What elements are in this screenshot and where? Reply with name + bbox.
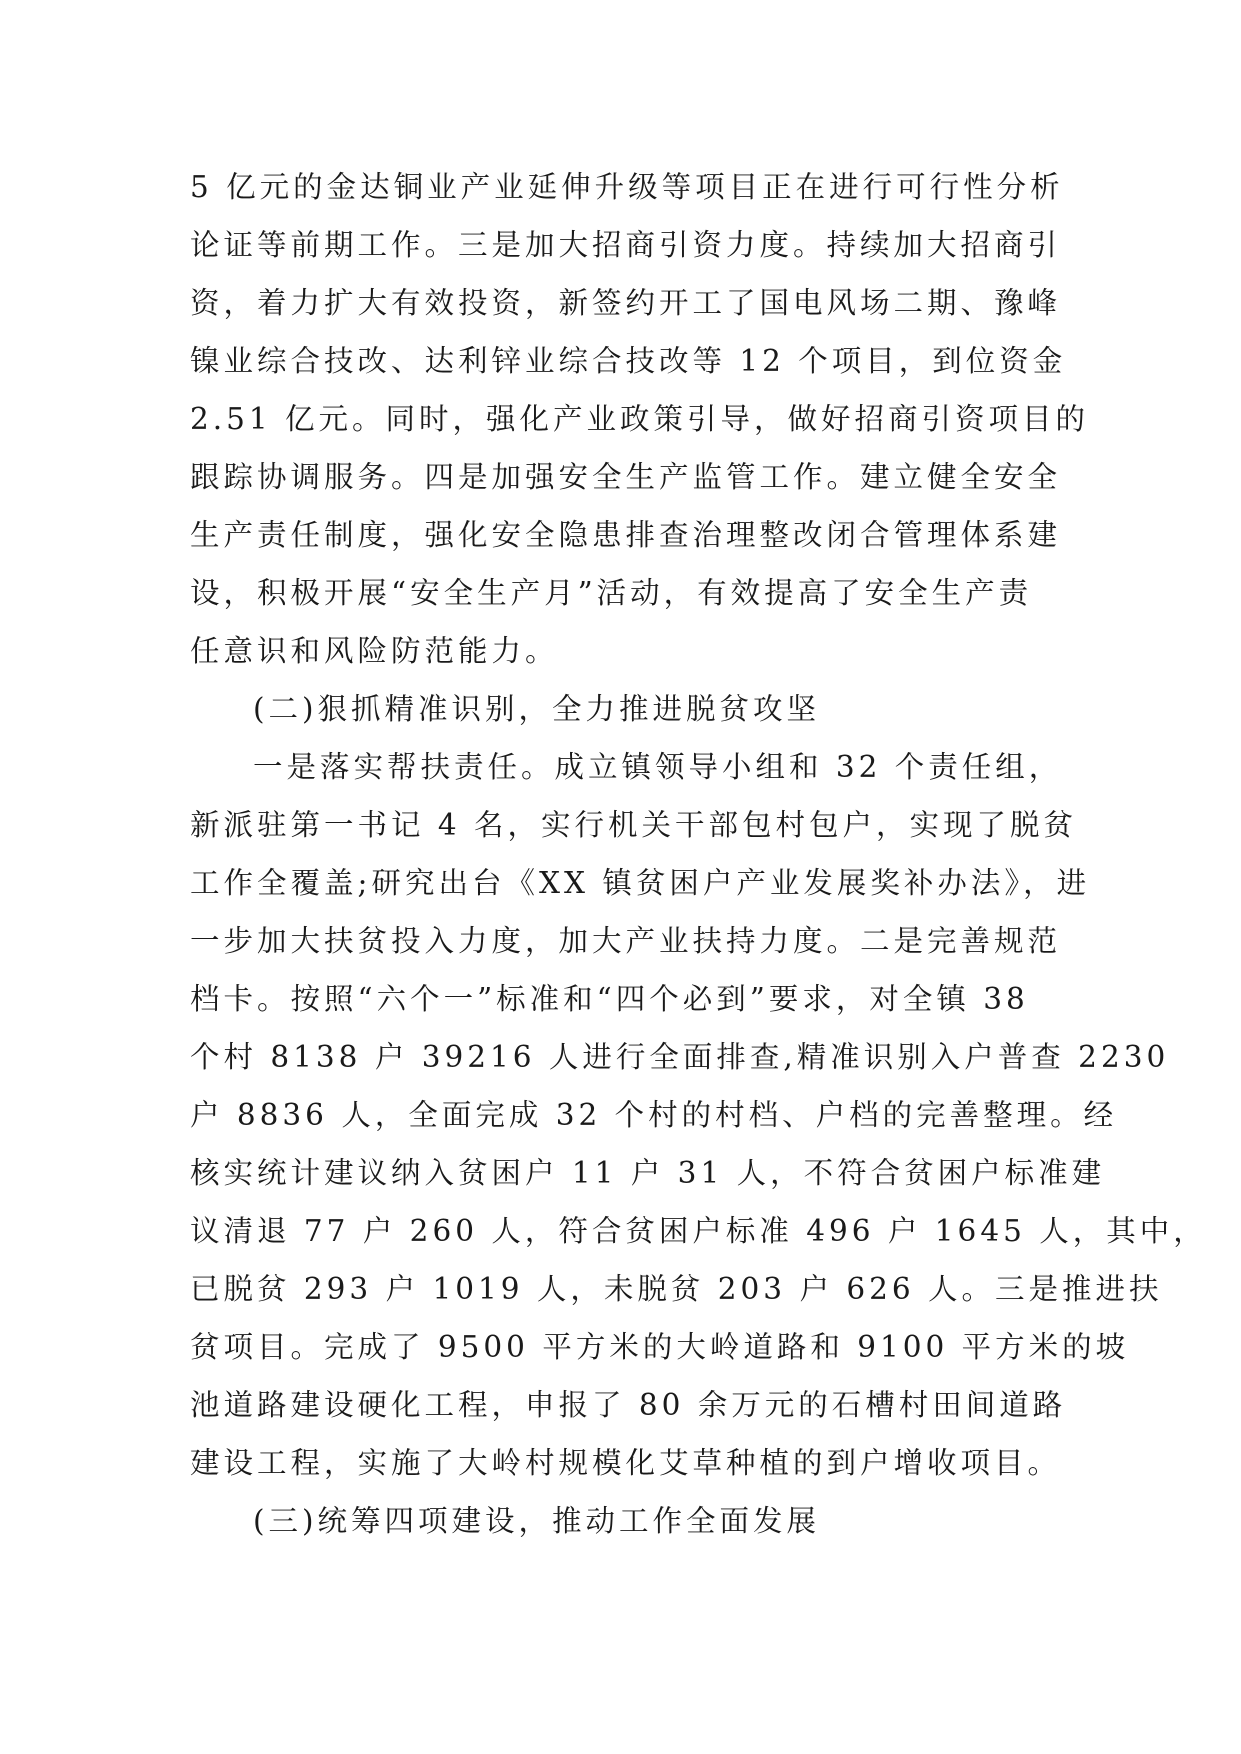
paragraph-line: 资，着力扩大有效投资，新签约开工了国电风场二期、豫峰 xyxy=(190,286,1062,320)
paragraph-line: 镍业综合技改、达利锌业综合技改等 12 个项目，到位资金 xyxy=(190,344,1067,378)
paragraph-line: 一步加大扶贫投入力度，加大产业扶持力度。二是完善规范 xyxy=(190,924,1062,958)
paragraph-line: 个村 8138 户 39216 人进行全面排查,精准识别入户普查 2230 xyxy=(190,1040,1170,1074)
paragraph-line: 任意识和风险防范能力。 xyxy=(190,634,559,668)
paragraph-line: 档卡。按照“六个一”标准和“四个必到”要求，对全镇 38 xyxy=(190,982,1029,1016)
paragraph-line: 池道路建设硬化工程，申报了 80 余万元的石槽村田间道路 xyxy=(190,1388,1067,1422)
paragraph-line: 建设工程，实施了大岭村规模化艾草种植的到户增收项目。 xyxy=(190,1446,1062,1480)
paragraph-line: 论证等前期工作。三是加大招商引资力度。持续加大招商引 xyxy=(190,228,1062,262)
paragraph-line: 已脱贫 293 户 1019 人，未脱贫 203 户 626 人。三是推进扶 xyxy=(190,1272,1163,1306)
paragraph-line: 5 亿元的金达铜业产业延伸升级等项目正在进行可行性分析 xyxy=(190,170,1064,204)
document-body xyxy=(190,158,1207,1550)
paragraph-line: 新派驻第一书记 4 名，实行机关干部包村包户，实现了脱贫 xyxy=(190,808,1078,842)
paragraph-line: 贫项目。完成了 9500 平方米的大岭道路和 9100 平方米的坡 xyxy=(190,1330,1130,1364)
paragraph-heading-line: (三)统筹四项建设，推动工作全面发展 xyxy=(253,1504,821,1538)
paragraph-line: 跟踪协调服务。四是加强安全生产监管工作。建立健全安全 xyxy=(190,460,1062,494)
paragraph-heading-line: 一是落实帮扶责任。成立镇领导小组和 32 个责任组， xyxy=(253,750,1063,784)
paragraph-line: 2.51 亿元。同时，强化产业政策引导，做好招商引资项目的 xyxy=(190,402,1090,436)
paragraph-line: 议清退 77 户 260 人，符合贫困户标准 496 户 1645 人，其中， xyxy=(190,1214,1207,1248)
paragraph-line: 生产责任制度，强化安全隐患排查治理整改闭合管理体系建 xyxy=(190,518,1062,552)
paragraph-line: 户 8836 人，全面完成 32 个村的村档、户档的完善整理。经 xyxy=(190,1098,1118,1132)
paragraph-line: 核实统计建议纳入贫困户 11 户 31 人，不符合贫困户标准建 xyxy=(190,1156,1106,1190)
paragraph-line: 设，积极开展“安全生产月”活动，有效提高了安全生产责 xyxy=(190,576,1033,610)
paragraph-line: 工作全覆盖;研究出台《XX 镇贫困户产业发展奖补办法》，进 xyxy=(190,866,1091,900)
paragraph-heading-line: (二)狠抓精准识别，全力推进脱贫攻坚 xyxy=(253,692,821,726)
